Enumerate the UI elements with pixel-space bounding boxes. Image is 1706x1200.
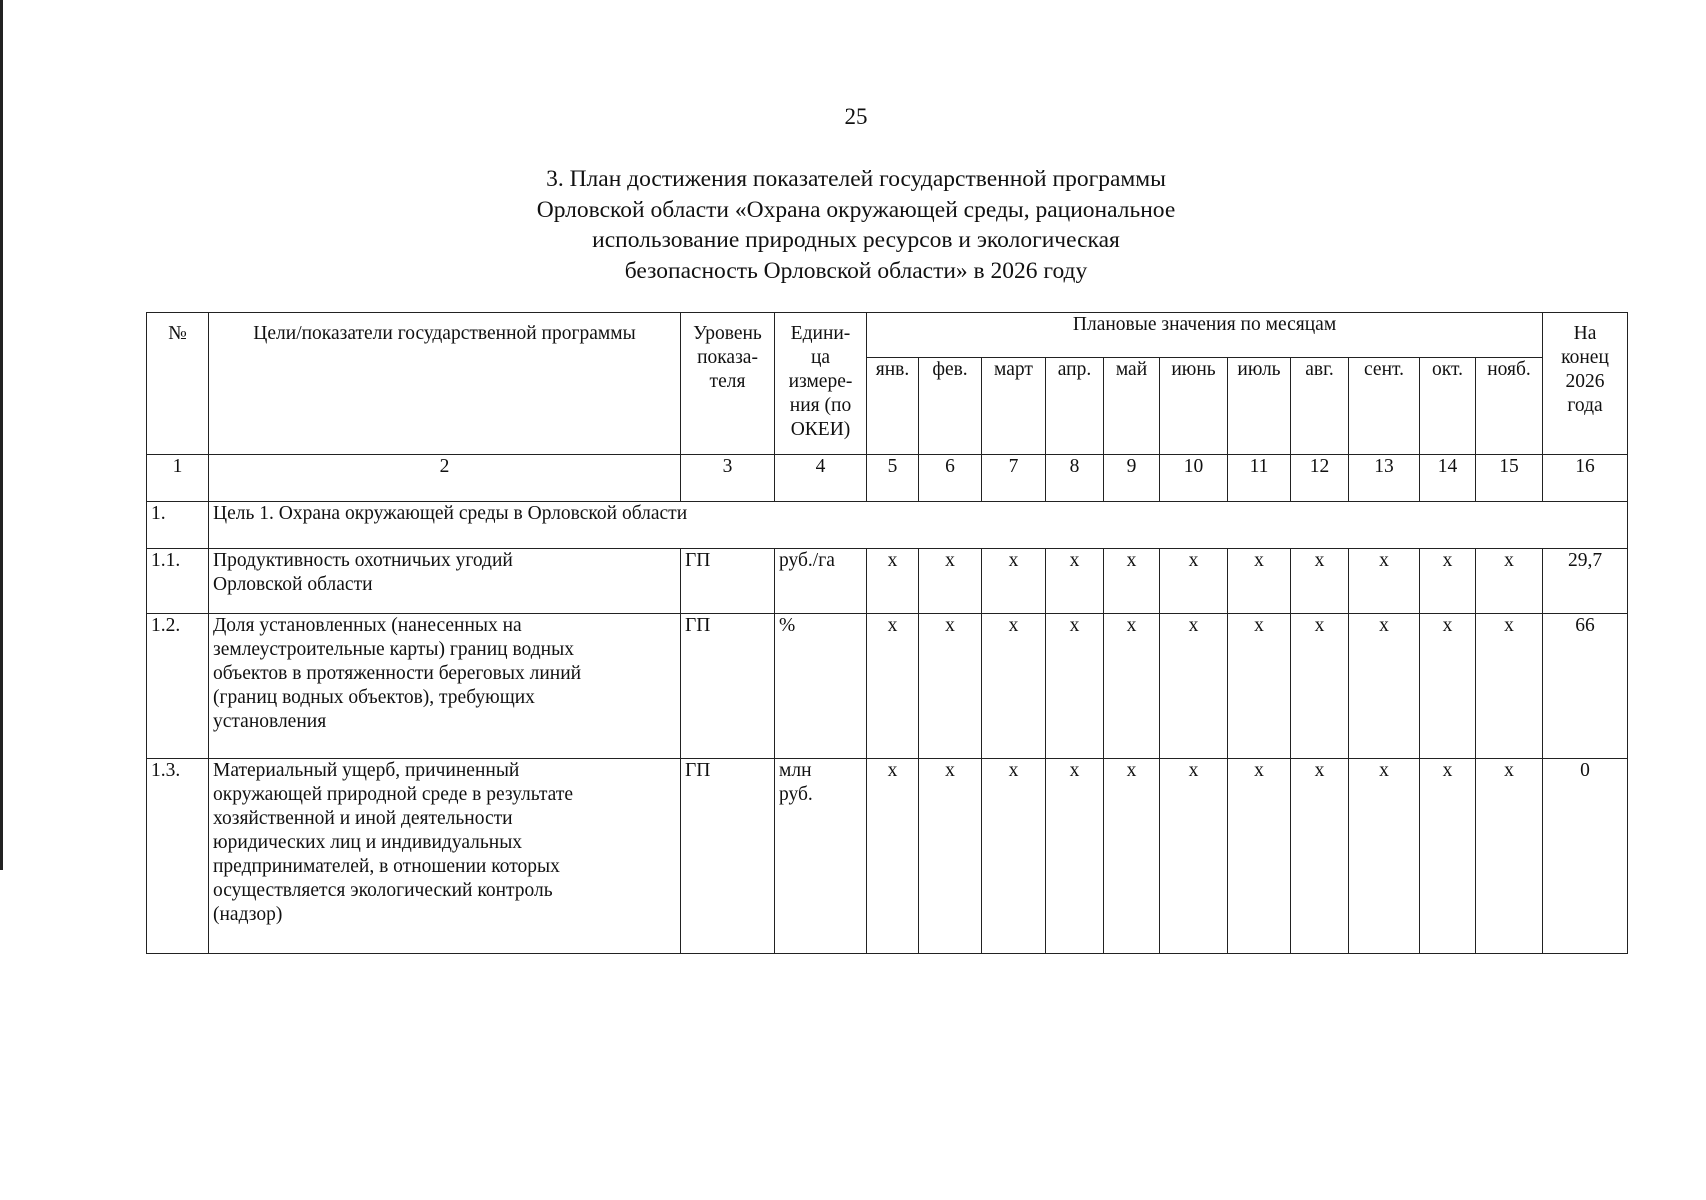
row-number: 1.1. (147, 549, 209, 614)
month-value: x (919, 549, 982, 614)
month-value: x (1349, 549, 1420, 614)
month-value: x (1476, 759, 1543, 954)
scan-left-edge (0, 0, 3, 870)
month-value: x (1160, 614, 1228, 759)
header-month: апр. (1046, 358, 1104, 455)
header-plan-group: Плановые значения по месяцам (867, 313, 1543, 358)
title-line: использование природных ресурсов и экологическая (592, 227, 1120, 253)
month-value: x (1420, 614, 1476, 759)
month-value: x (1046, 614, 1104, 759)
month-value: x (1046, 759, 1104, 954)
column-number: 1 (147, 455, 209, 502)
indicator-unit: % (775, 614, 867, 759)
column-number: 15 (1476, 455, 1543, 502)
column-number: 13 (1349, 455, 1420, 502)
column-number: 11 (1228, 455, 1291, 502)
month-value: x (867, 759, 919, 954)
header-month: янв. (867, 358, 919, 455)
indicator-level: ГП (681, 614, 775, 759)
header-month: авг. (1291, 358, 1349, 455)
column-number: 7 (982, 455, 1046, 502)
indicator-level: ГП (681, 549, 775, 614)
header-month: фев. (919, 358, 982, 455)
goal-row (147, 502, 1628, 549)
indicator-name: Материальный ущерб, причиненный окружающей природной среде в результате хозяйственной и иной деятельности юридических лиц и индивидуальных предпринимателей, в отношении которых осуществляется экологический контроль (надзор) (209, 759, 681, 954)
header-goals: Цели/показатели государственной программы (209, 313, 681, 455)
table-row (147, 549, 1628, 614)
column-number: 3 (681, 455, 775, 502)
indicator-unit: млн руб. (775, 759, 867, 954)
month-value: x (919, 759, 982, 954)
header-level: Уровень показа- теля (681, 313, 775, 455)
month-value: x (1046, 549, 1104, 614)
month-value: x (1420, 759, 1476, 954)
header-month: март (982, 358, 1046, 455)
end-of-year-value: 66 (1543, 614, 1628, 759)
month-value: x (982, 549, 1046, 614)
column-number: 16 (1543, 455, 1628, 502)
month-value: x (867, 549, 919, 614)
header-unit: Едини- ца измере- ния (по ОКЕИ) (775, 313, 867, 455)
header-month: июль (1228, 358, 1291, 455)
indicator-name: Продуктивность охотничьих угодий Орловской области (209, 549, 681, 614)
header-num: № (147, 313, 209, 455)
title-line: 3. План достижения показателей государственной программы (546, 166, 1166, 192)
row-number: 1.2. (147, 614, 209, 759)
month-value: x (1291, 759, 1349, 954)
month-value: x (1228, 549, 1291, 614)
header-month: нояб. (1476, 358, 1543, 455)
goal-number: 1. (147, 502, 209, 549)
month-value: x (1228, 614, 1291, 759)
column-numbers-row (147, 455, 1628, 502)
month-value: x (1349, 614, 1420, 759)
month-value: x (1104, 614, 1160, 759)
indicator-plan-table (146, 312, 1628, 954)
month-value: x (982, 614, 1046, 759)
column-number: 9 (1104, 455, 1160, 502)
column-number: 6 (919, 455, 982, 502)
column-number: 12 (1291, 455, 1349, 502)
table-row (147, 759, 1628, 954)
header-month: май (1104, 358, 1160, 455)
month-value: x (1160, 759, 1228, 954)
document-title (0, 164, 1706, 286)
month-value: x (1104, 549, 1160, 614)
month-value: x (1160, 549, 1228, 614)
column-number: 4 (775, 455, 867, 502)
month-value: x (1291, 614, 1349, 759)
column-number: 10 (1160, 455, 1228, 502)
header-month: июнь (1160, 358, 1228, 455)
indicator-unit: руб./га (775, 549, 867, 614)
header-end-of-year: На конец 2026 года (1543, 313, 1628, 455)
month-value: x (867, 614, 919, 759)
column-number: 5 (867, 455, 919, 502)
title-line: безопасность Орловской области» в 2026 году (624, 257, 1088, 284)
month-value: x (1349, 759, 1420, 954)
header-row (147, 313, 1628, 358)
month-value: x (1104, 759, 1160, 954)
end-of-year-value: 29,7 (1543, 549, 1628, 614)
goal-text: Цель 1. Охрана окружающей среды в Орловской области (209, 502, 1628, 549)
month-value: x (1476, 614, 1543, 759)
end-of-year-value: 0 (1543, 759, 1628, 954)
column-number: 8 (1046, 455, 1104, 502)
header-month: сент. (1349, 358, 1420, 455)
month-value: x (1228, 759, 1291, 954)
indicator-level: ГП (681, 759, 775, 954)
column-number: 14 (1420, 455, 1476, 502)
page-number: 25 (844, 104, 868, 129)
header-month: окт. (1420, 358, 1476, 455)
indicator-name: Доля установленных (нанесенных на землеустроительные карты) границ водных объектов в протяженности береговых линий (границ водных объектов), требующих установления (209, 614, 681, 759)
month-value: x (919, 614, 982, 759)
month-value: x (1420, 549, 1476, 614)
column-number: 2 (209, 455, 681, 502)
row-number: 1.3. (147, 759, 209, 954)
table-row (147, 614, 1628, 759)
month-value: x (1476, 549, 1543, 614)
month-value: x (1291, 549, 1349, 614)
month-value: x (982, 759, 1046, 954)
title-line: Орловской области «Охрана окружающей среды, рациональное (536, 196, 1176, 223)
